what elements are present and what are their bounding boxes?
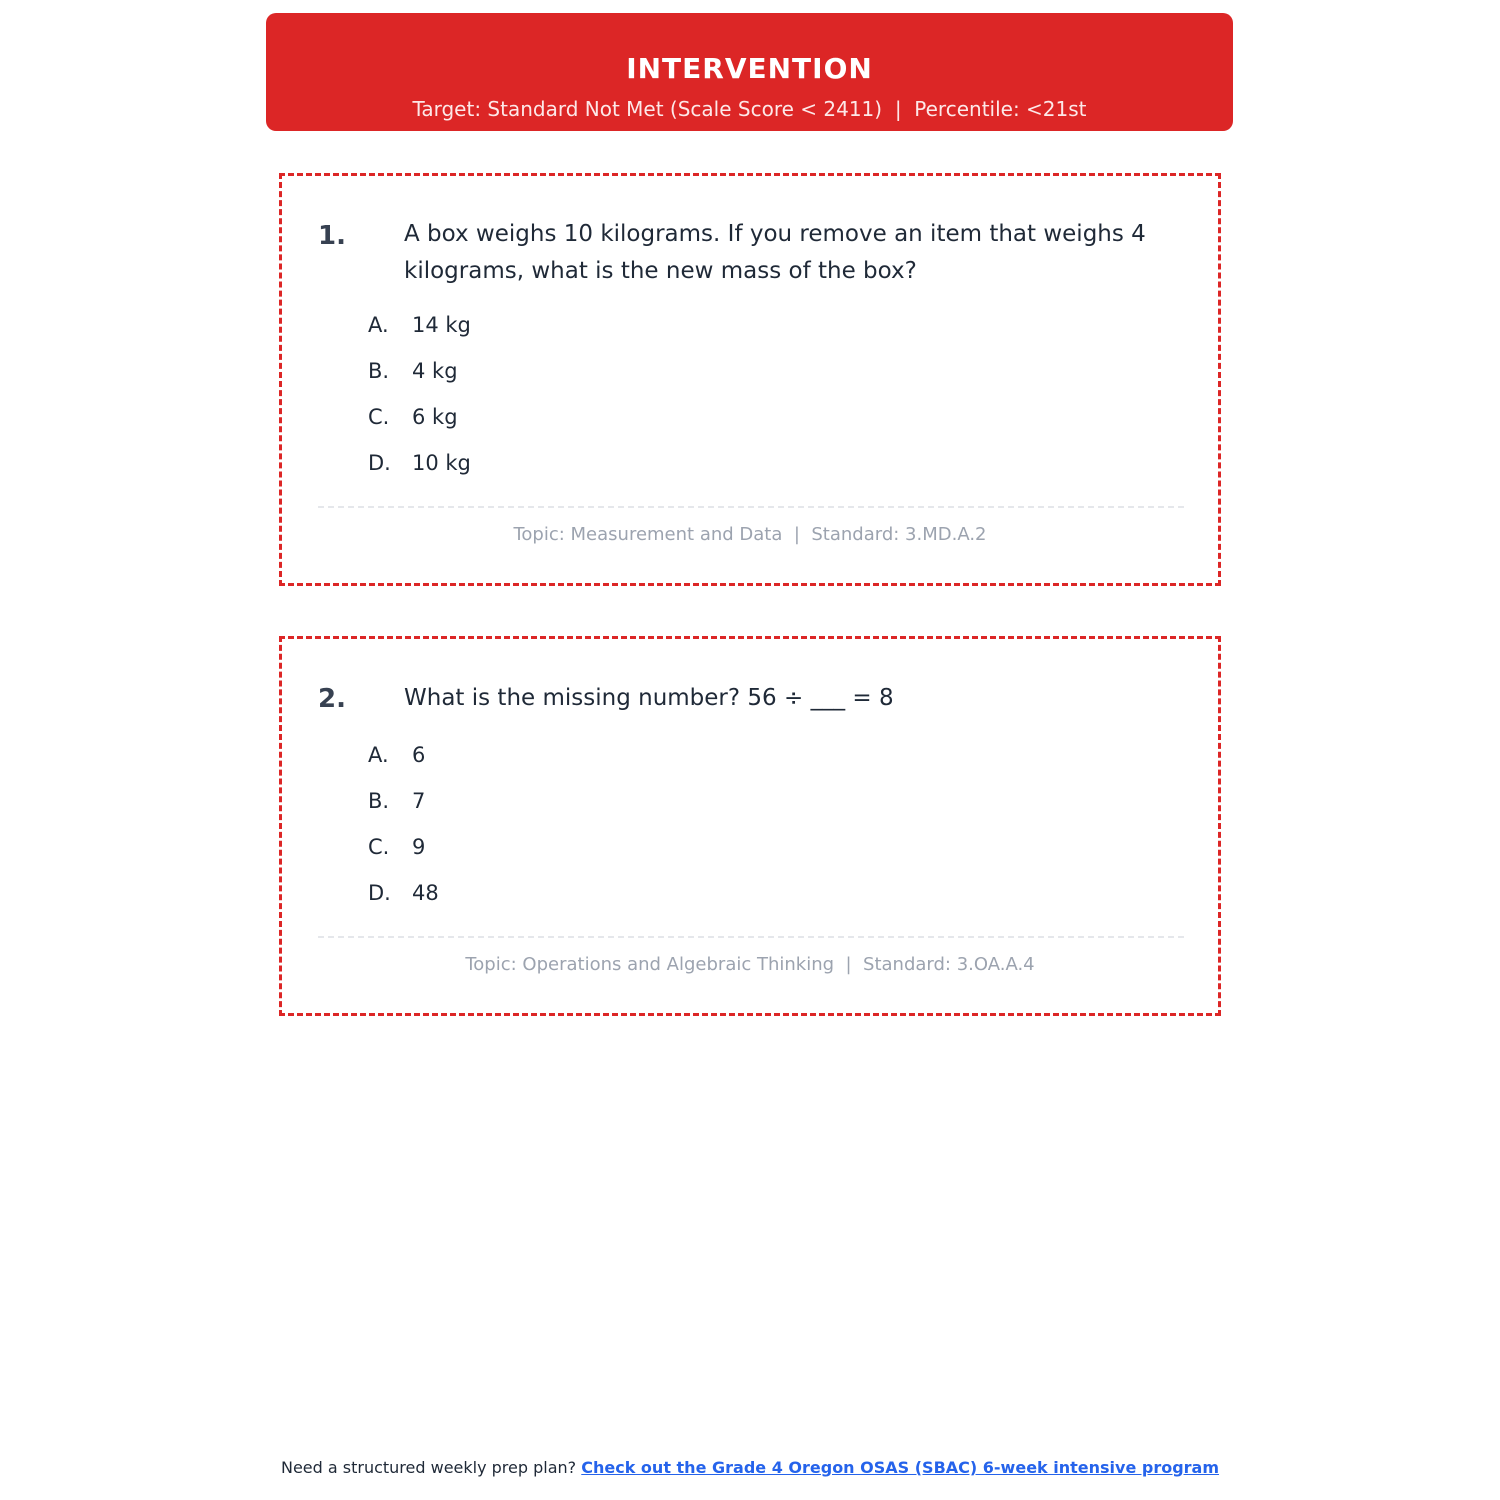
option-letter: C. — [368, 835, 390, 859]
option-d[interactable] — [368, 448, 471, 478]
option-text: 48 — [412, 881, 439, 905]
footer-cta — [0, 1457, 1500, 1479]
option-b[interactable] — [368, 786, 425, 816]
question-meta — [282, 523, 1218, 547]
option-letter: B. — [368, 789, 390, 813]
question-card-2 — [279, 636, 1221, 1016]
option-letter: A. — [368, 313, 389, 337]
option-text: 7 — [412, 789, 426, 813]
option-c[interactable] — [368, 402, 458, 432]
option-text: 14 kg — [412, 313, 471, 337]
percentile-text: Percentile: <21st — [914, 97, 1087, 121]
question-text: What is the missing number? 56 ÷ ___ = 8 — [404, 685, 894, 711]
option-letter: D. — [368, 881, 391, 905]
option-a[interactable] — [368, 310, 471, 340]
question-number: 2. — [318, 684, 346, 714]
separator: | — [845, 954, 852, 975]
option-letter: B. — [368, 359, 390, 383]
option-text: 4 kg — [412, 359, 458, 383]
separator: | — [894, 97, 902, 121]
question-text: A box weighs 10 kilograms. If you remove an item that weighs 4 kilograms, what is the new mass of the box? — [404, 221, 1146, 284]
card-divider — [318, 506, 1184, 508]
program-link[interactable]: Check out the Grade 4 Oregon OSAS (SBAC) 6-week intensive program — [581, 1458, 1220, 1477]
banner-subtitle — [266, 96, 1233, 122]
card-divider — [318, 936, 1184, 938]
standard-label: Standard: 3.OA.A.4 — [863, 954, 1035, 975]
option-d[interactable] — [368, 878, 439, 908]
target-text: Target: Standard Not Met (Scale Score < 2411) — [412, 97, 883, 121]
option-c[interactable] — [368, 832, 425, 862]
footer-prompt: Need a structured weekly prep plan? — [280, 1458, 577, 1477]
option-text: 6 — [412, 743, 426, 767]
standard-label: Standard: 3.MD.A.2 — [811, 524, 987, 545]
option-letter: D. — [368, 451, 391, 475]
option-letter: C. — [368, 405, 390, 429]
separator: | — [793, 524, 800, 545]
question-number: 1. — [318, 221, 346, 251]
option-text: 6 kg — [412, 405, 458, 429]
option-text: 9 — [412, 835, 426, 859]
question-card-1 — [279, 173, 1221, 586]
option-b[interactable] — [368, 356, 458, 386]
option-letter: A. — [368, 743, 389, 767]
topic-label: Topic: Measurement and Data — [513, 524, 783, 545]
option-text: 10 kg — [412, 451, 471, 475]
intervention-banner — [266, 13, 1233, 131]
topic-label: Topic: Operations and Algebraic Thinking — [465, 954, 835, 975]
option-a[interactable] — [368, 740, 425, 770]
question-meta — [282, 953, 1218, 977]
banner-title: INTERVENTION — [626, 52, 873, 85]
